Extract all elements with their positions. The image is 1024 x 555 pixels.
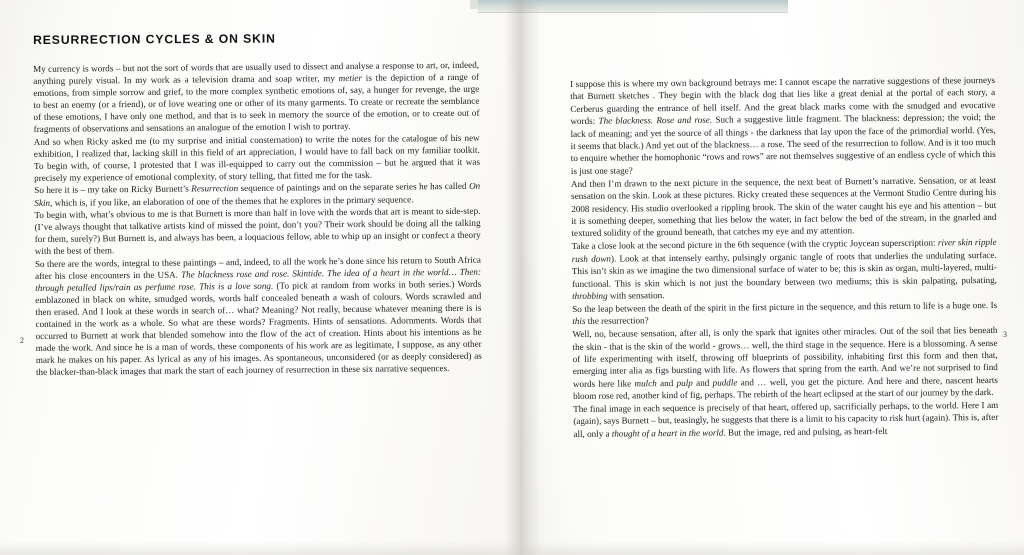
- bottom-edge-shadow: [0, 541, 1024, 555]
- paragraph: My currency is words – but not the sort of words that are usually used to dissect and analyse a response to art, or, indeed, anything purely visual. In my work as a television drama and soap writer, my metier is the depiction of a range of emotions, from simple sorrow and grief, to the more complex synthetic emotions of, say, a hunger for revenge, the urge to best an enemy (or a friend), or of love wearing one or other of its many garments. To create or recreate the semblance of these emotions, I have only one method, and that is to seek in memory the source of the emotion, or to create out of fragments of observations and sensations an analogue of the emotion I wish to portray.: [33, 59, 480, 135]
- page-title: RESURRECTION CYCLES & ON SKIN: [33, 31, 276, 47]
- paragraph: So the leap between the death of the spirit in the first picture in the sequence, and this return to life is a huge one. Is this the resurrection?: [572, 299, 998, 327]
- right-page-column: [570, 74, 998, 441]
- paragraph: And so when Ricky asked me (to my surprise and initial consternation) to write the notes for the catalogue of his new exhibition, I realized that, lacking skill in this field of art appreciation, I would have to fall back on my familiar toolkit. To begin with, of course, I protested that I was ill-equipped to carry out the commission – but he argued that it was precisely my experience of emotional complexity, of story telling, that fitted me for the task.: [33, 132, 481, 183]
- paragraph: The final image in each sequence is precisely of that heart, offered up, sacrificially perhaps, to the world. Here I am (again), says Burnett – but, teasingly, he suggests that there is a limit to his capacity to risk hurt (again). This is, after all, only a thought of a heart in the world. But the image, red and pulsing, as heart-felt: [573, 399, 999, 439]
- paragraph: And then I’m drawn to the next picture in the sequence, the next beat of Burnett’s narrative. Sensation, or at least sensation on the skin. Look at these pictures. Ricky created these sequences at the Vermont Studio Centre during his 2008 residency. His studio overlooked a rippling brook. The skin of the water caught his eye and his attention – but it is something deeper, something that lies below the water, in fact below the bed of the stream, in the gnarled and textured solidity of the ground beneath, that catches my eye and my attention.: [570, 174, 997, 239]
- page-number-left: 2: [20, 336, 24, 345]
- paragraph: Well, no, because sensation, after all, is only the spark that ignites other miracles. Out of the soil that lies beneath the skin - that is the skin of the world - grows… well, the third stage in the sequence. Here is a blossoming. A sense of life experimenting with itself, throwing off blueprints of possibility, inhabiting first this form and then that, emerging inter alia as figs bursting with life. As flowers that spring from the earth. And we’re not surprised to find words here like mulch and pulp and puddle and … well, you get the picture. And here and there, nascent hearts bloom rose red, another kind of fig, perhaps. The rebirth of the heart eclipsed at the start of our journey by the dark.: [572, 325, 998, 402]
- paragraph: Take a close look at the second picture in the 6th sequence (with the cryptic Joycean superscription: river skin ripple rush down). Look at that intensely earthy, pulsingly organic tangle of roots that underlies the undulating surface. This isn’t skin as we imagine the two dimensional surface of water to be; this is skin as organ, multi-layered, multi-functional. This is skin which is not just the boundary between two mediums; this is skin palpating, pulsating, throbbing with sensation.: [571, 237, 998, 301]
- paragraph: So here it is – my take on Ricky Burnett’s Resurrection sequence of paintings and on the separate series he has called On Skin, which is, if you like, an elaboration of one of the themes that he explores in the primary sequence.: [34, 181, 481, 208]
- paragraph: So there are the words, integral to these paintings – and, indeed, to all the work he’s done since his return to South Africa after his close encounters in the USA. The blackness rose and rose. Skintide. The idea of a heart in the world… Then: through petalled lips/rain as perfume rose. This is a love song. (To pick at random from works in both series.) Words emblazoned in black on white, smudged words, words half concealed beneath a wash of colours. Words scrawled and then erased. And I look at these words in search of… what? Meaning? Not really, because whatever meaning there is is contained in the work as a whole. So what are these words? Fragments. Hints of sensations. Adornments. Words that occurred to Burnett at work that blended somehow into the flow of the act of creation. Hints about his intentions as he made the work. And since he is a man of words, these components of his work are as legitimate, I suppose, as any other mark he makes on his paper. As lyrical as any of his images. As spontaneous, unconsidered (or as deeply considered) as the blacker-than-black images that mark the start of each journey of resurrection in these six narrative sequences.: [34, 254, 482, 378]
- paragraph: To begin with, what’s obvious to me is that Burnett is more than half in love with the words that art is meant to side-step. (I’ve always thought that talkative artists kind of missed the point, don’t you? Their work should be doing all the talking for them, surely?) But Burnett is, and always has been, a loquacious fellow, able to whip up an insight or confect a theory with the best of them.: [34, 205, 481, 257]
- left-page-body: [33, 59, 482, 378]
- page-number-right: 3: [1003, 330, 1007, 339]
- left-page-column: [33, 31, 482, 379]
- paragraph: I suppose this is where my own background betrays me: I cannot escape the narrative suggestions of these journeys that Burnett sketches . They begin with the black dog that lies like a great denial at the portal of each story, a Cerberus guarding the entrance of hell itself. And the great black marks come with the smudged and evocative words: The blackness. Rose and rose. Such a suggestive little fragment. The blackness: depression; the void; the lack of meaning; and yet the source of all things - the darkness that lay upon the face of the primordial world. (Yes, it seems that black.) And yet out of the blackness… a rose. The seed of the resurrection to follow. And is it too much to enquire whether the homophonic “rows and rows” are not themselves suggestive of an endless cycle of which this is just one stage?: [570, 74, 996, 176]
- book-gutter-shadow: [505, 0, 541, 555]
